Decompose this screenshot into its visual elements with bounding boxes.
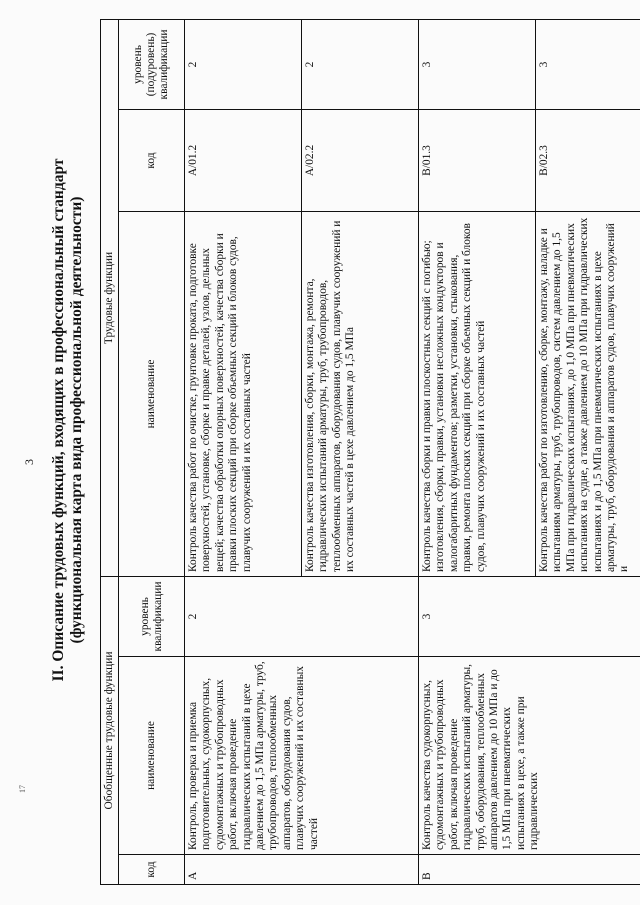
function-level: 3 — [536, 19, 640, 109]
function-code: B/02.3 — [536, 110, 640, 212]
header-function-name: наименование — [119, 212, 185, 577]
table-row — [419, 19, 536, 884]
page-number: 3 — [22, 459, 36, 465]
header-row-group — [101, 19, 119, 884]
header-code: код — [119, 855, 185, 885]
row-level: 2 — [185, 577, 419, 657]
row-code: B — [419, 855, 640, 885]
header-level: уровень квалификации — [119, 577, 185, 657]
functional-map-table — [100, 19, 640, 885]
function-name-text: Контроль качества работ по очистке, грунтовке проката, подготовке поверхностей, установке, сборке и правке деталей, узлов, дельных вещей; качества обработки опорных поверхностей, качества сборки и правки плоских секций при сборке объемных секций и блоков судов, плавучих сооружений и их составных частей — [187, 233, 253, 572]
function-code: B/01.3 — [419, 110, 536, 212]
header-name: наименование — [119, 657, 185, 855]
function-code: A/02.2 — [302, 110, 419, 212]
function-name-text: Контроль качества изготовления, сборки, монтажа, ремонта, гидравлических испытаний арматуры, труб, трубопроводов, теплообменных аппаратов, оборудования судов, плавучих сооружений и их составных частей в цехе давлением до 1,5 МПа — [304, 220, 357, 572]
header-labor-functions: Трудовые функции — [101, 19, 119, 576]
function-name-text: Контроль качества сборки и правки плоскостных секций с погибью; изготовления, сборки, правки, установки несложных кондукторов и малогабаритных фундаментов; разметки, установки, стыкования, правки, ремонта плоских секций при сборке объемных секций и блоков судов, плавучих сооружений и их составных частей — [421, 223, 487, 572]
header-row-columns — [119, 19, 185, 884]
function-code: A/01.2 — [185, 110, 302, 212]
function-level: 2 — [185, 19, 302, 109]
function-level: 3 — [419, 19, 536, 109]
function-name — [302, 212, 419, 577]
function-level: 2 — [302, 19, 419, 109]
function-name — [185, 212, 302, 577]
table-row — [185, 19, 302, 884]
header-generalized-functions: Обобщенные трудовые функции — [101, 577, 119, 885]
function-name-text: Контроль качества работ по изготовлению, сборке, монтажу, наладке и испытаниям арматуры, труб, трубопроводов, систем давлением до 1,5 МПа при гидравлических испытаниях, до 1,0 МПа при пневматических испытаниях на судне, а также давлением до 10 МПа при гидравлических испытаниях и до 1,5 МПа при пневматических испытаниях в цехе арматуры, труб, оборудования и аппаратов судов, плавучих сооружений и — [538, 217, 631, 572]
header-function-code: код — [119, 110, 185, 212]
header-sublevel: уровень (подуровень) квалификации — [119, 19, 185, 109]
corner-mark: 17 — [18, 785, 27, 793]
page-title — [50, 75, 86, 765]
title-line-2: (функциональная карта вида профессиональной деятельности) — [68, 196, 85, 644]
row-code: A — [185, 855, 419, 885]
row-generalized-name: Контроль, проверка и приемка подготовительных, судокорпусных, судомонтажных и трубопроводных работ, включая проведение гидравлических испытаний в цехе давлением до 1,5 МПа арматуры, труб, трубопроводов, теплообменных аппаратов, оборудования судов, плавучих сооружений и их составных частей — [185, 657, 419, 855]
title-line-1: II. Описание трудовых функций, входящих в профессиональный стандарт — [50, 158, 67, 682]
function-name — [536, 212, 640, 577]
row-generalized-name: Контроль качества судокорпусных, судомонтажных и трубопроводных работ, включая проведение гидравлических испытаний арматуры, труб, оборудования, теплообменных аппаратов давлением до 10 МПа и до 1,5 МПа при пневматических испытаниях в цехе, а также при гидравлических — [419, 657, 640, 855]
function-name — [419, 212, 536, 577]
row-level: 3 — [419, 577, 640, 657]
